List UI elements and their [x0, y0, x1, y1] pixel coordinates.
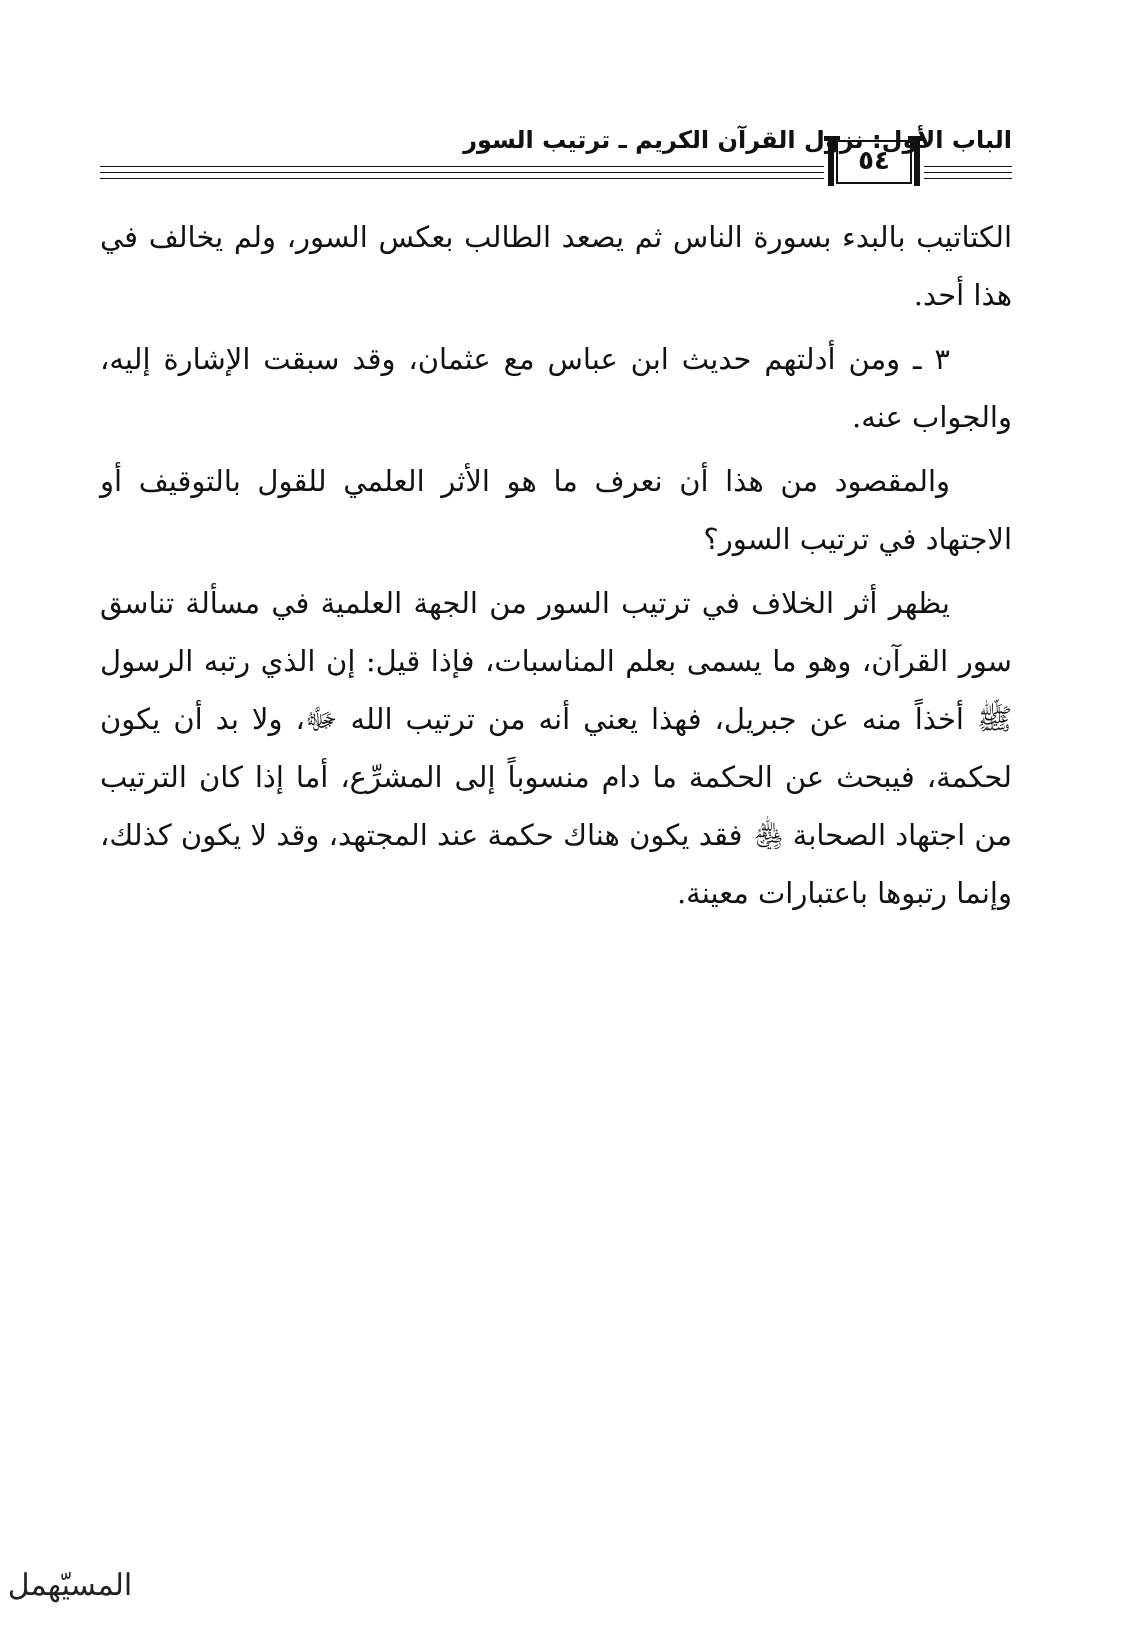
page-header [100, 118, 1012, 190]
paragraph: ٣ ـ ومن أدلتهم حديث ابن عباس مع عثمان، وقد سبقت الإشارة إليه، والجواب عنه. [100, 342, 1012, 434]
paragraph: والمقصود من هذا أن نعرف ما هو الأثر العلمي للقول بالتوقيف أو الاجتهاد في ترتيب السور؟ [100, 464, 1012, 556]
paragraph: الكتاتيب بالبدء بسورة الناس ثم يصعد الطالب بعكس السور، ولم يخالف في هذا أحد. [100, 220, 1012, 312]
running-title: الباب الأول: نزول القرآن الكريم ـ ترتيب السور [463, 126, 1012, 154]
page-number: ٥٤ [858, 146, 890, 176]
paragraph: يظهر أثر الخلاف في ترتيب السور من الجهة العلمية في مسألة تناسق سور القرآن، وهو ما يسمى بعلم المناسبات، فإذا قيل: إن الذي رتبه الرسول ﷺ أخذاً منه عن جبريل، فهذا يعني أنه من ترتيب الله ﷻ، ولا بد أن يكون لحكمة، فيبحث عن الحكمة ما دام منسوباً إلى المشرِّع، أما إذا كان الترتيب من اجتهاد الصحابة ﵃ فقد يكون هناك حكمة عند المجتهد، وقد لا يكون كذلك، وإنما رتبوها باعتبارات معينة. [100, 586, 1012, 910]
publisher-logo-icon [4, 1566, 136, 1626]
logo-text: المسيّهمل [7, 1568, 133, 1603]
body-text [100, 208, 1012, 928]
